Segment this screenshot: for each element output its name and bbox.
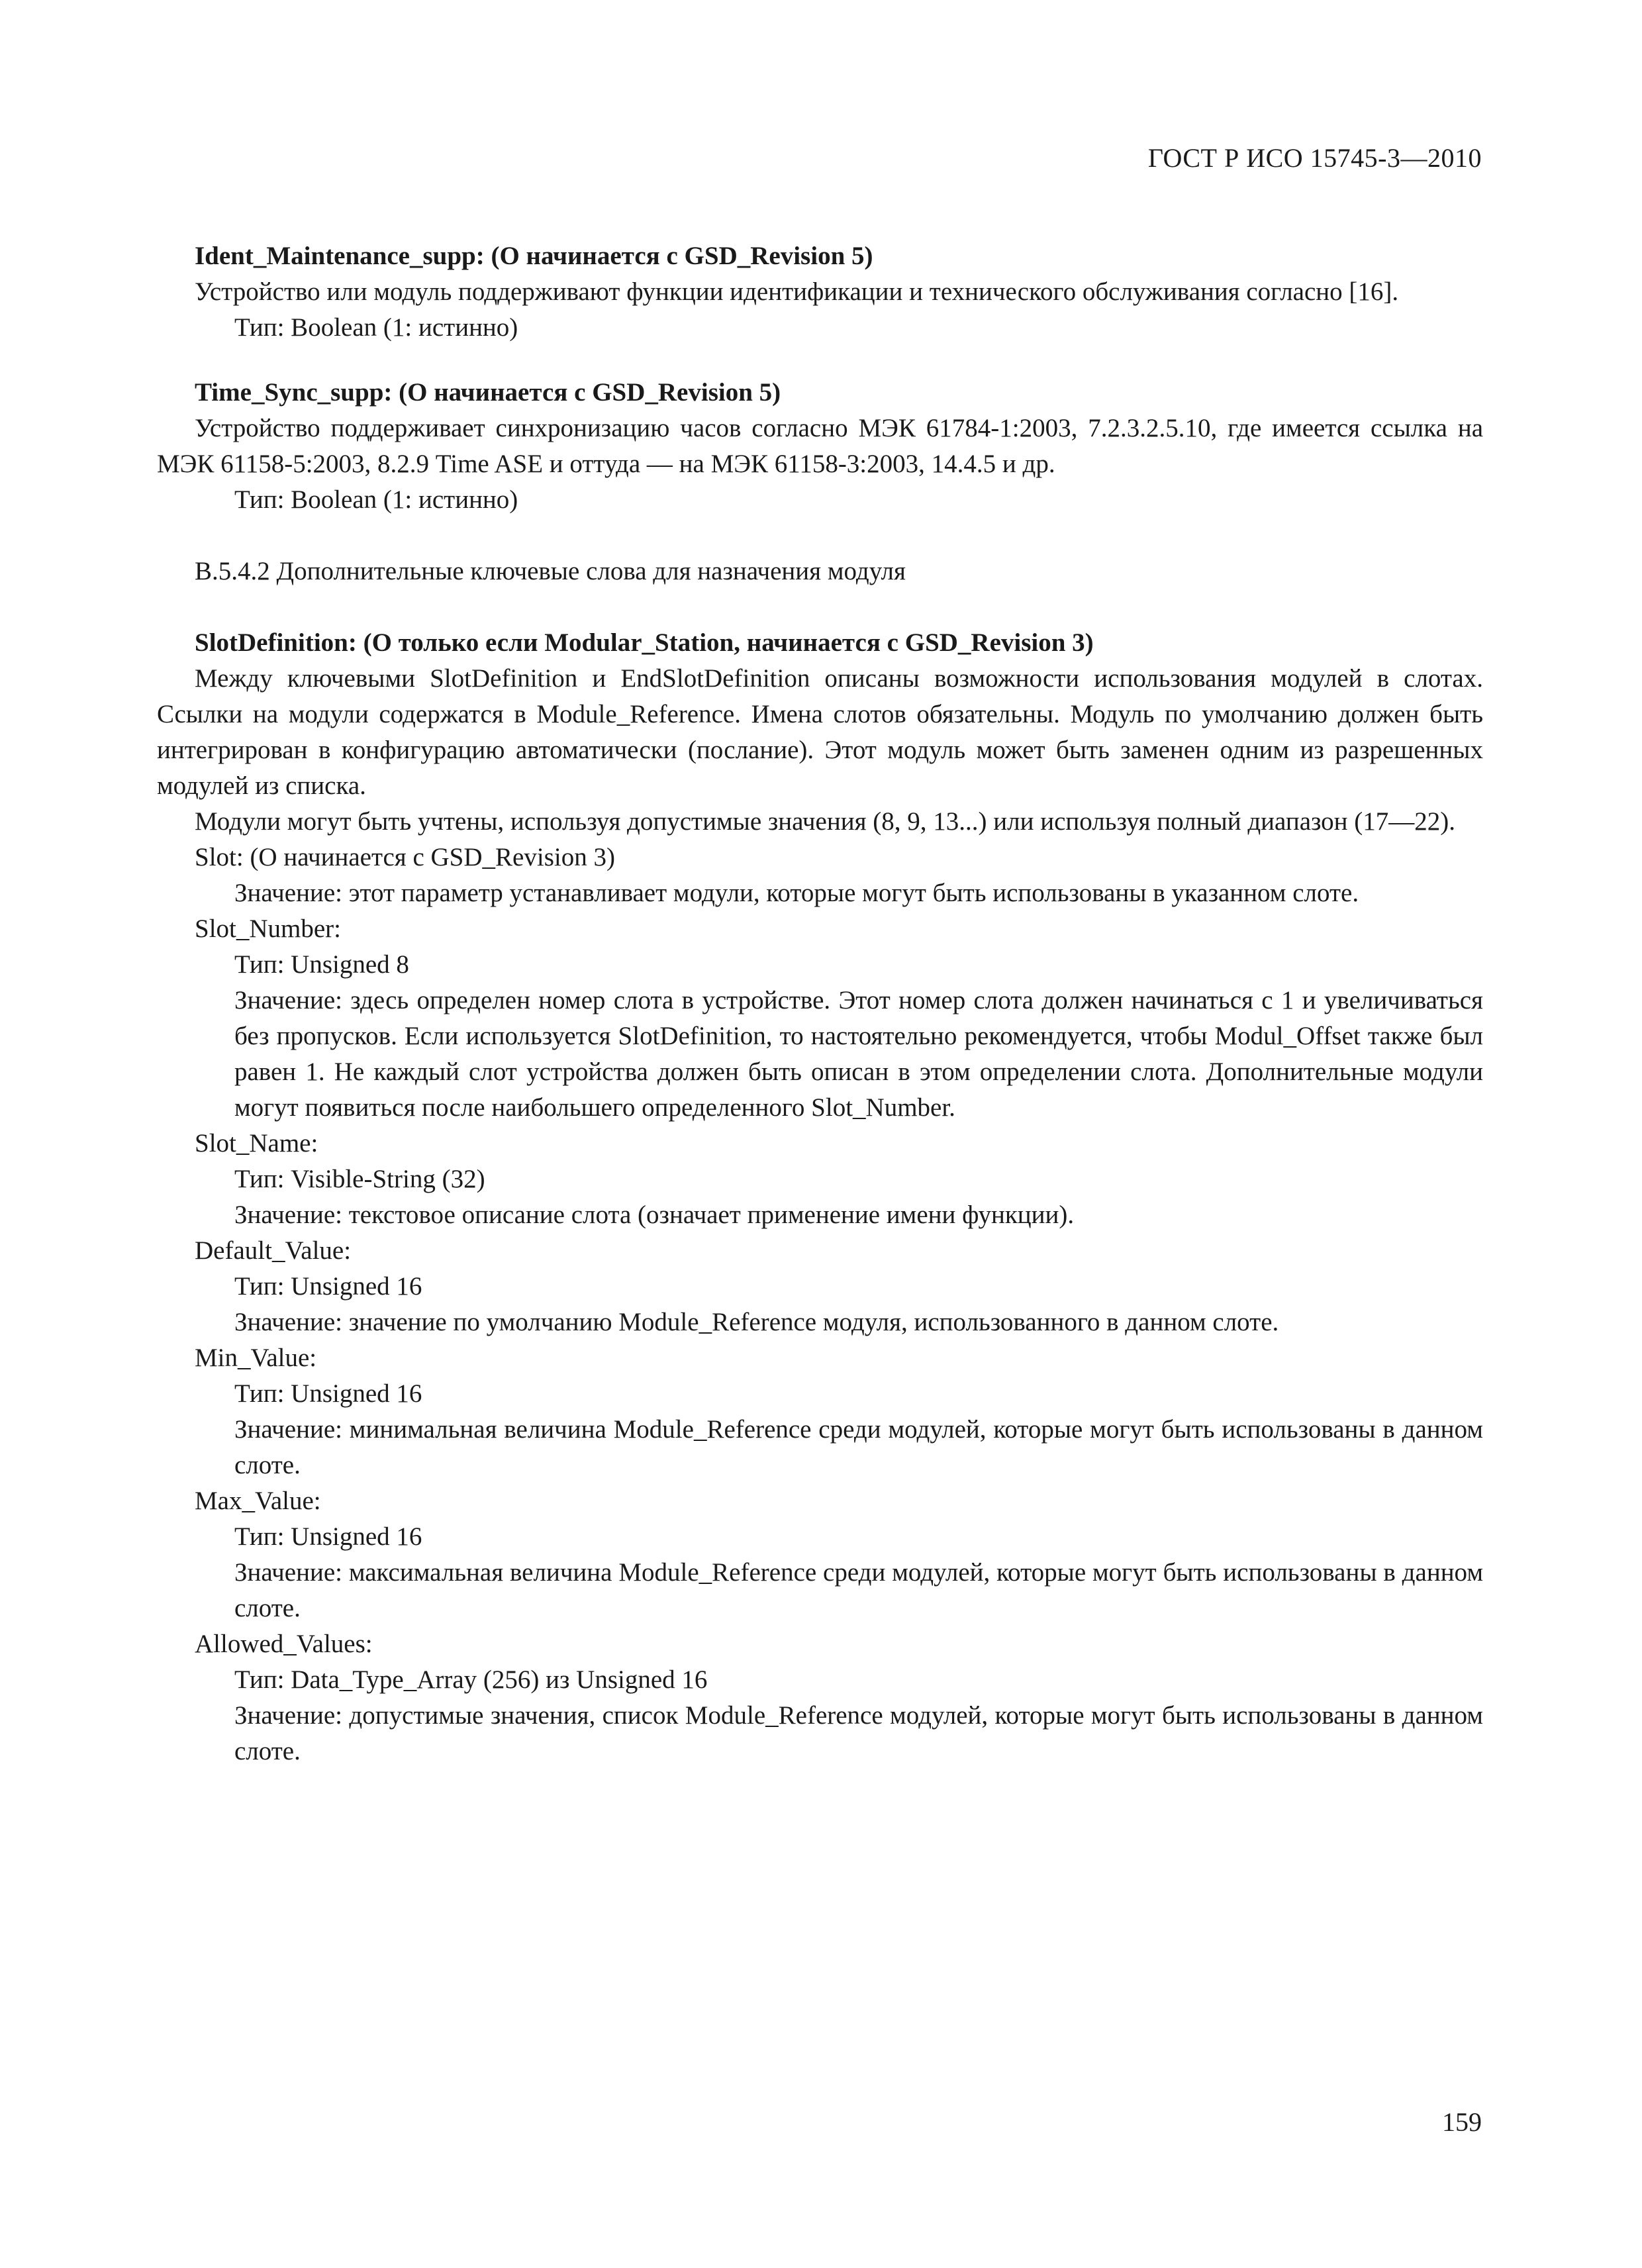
keyword-heading: SlotDefinition: (O только если Modular_Station, начинается с GSD_Revision 3)	[195, 628, 1094, 657]
field-detail: Значение: здесь определен номер слота в устройстве. Этот номер слота должен начинаться с 1 и увеличиваться без пропусков. Если используется SlotDefinition, то настоятельно рекомендуется, чтобы Modul_Offset также был равен 1. Не каждый слот устройства должен быть описан в этом определении слота. Дополнительные модули могут появиться после наибольшего определенного Slot_Number.	[234, 986, 1483, 1122]
field-name: Slot_Number:	[195, 914, 341, 943]
field-detail: Тип: Visible-String (32)	[234, 1165, 485, 1193]
field-detail: Тип: Data_Type_Array (256) из Unsigned 16	[234, 1665, 708, 1694]
field-name: Slot: (O начинается с GSD_Revision 3)	[195, 843, 615, 871]
field-name: Max_Value:	[195, 1487, 321, 1515]
field-detail: Значение: допустимые значения, список Module_Reference модулей, которые могут быть использованы в данном слоте.	[234, 1701, 1483, 1765]
keyword-heading: Time_Sync_supp: (O начинается с GSD_Revision 5)	[195, 378, 781, 407]
standard-header: ГОСТ Р ИСО 15745-3—2010	[1147, 143, 1482, 173]
paragraph: Модули могут быть учтены, используя допустимые значения (8, 9, 13...) или используя полный диапазон (17—22).	[195, 807, 1456, 836]
field-detail: Значение: значение по умолчанию Module_Reference модуля, использованного в данном слоте.	[234, 1308, 1279, 1336]
field-detail: Тип: Unsigned 16	[234, 1522, 422, 1551]
field-detail: Значение: максимальная величина Module_Reference среди модулей, которые могут быть использованы в данном слоте.	[234, 1558, 1483, 1622]
field-name: Min_Value:	[195, 1344, 317, 1372]
page-number: 159	[1442, 2107, 1482, 2137]
type-line: Тип: Boolean (1: истинно)	[234, 313, 518, 342]
slot-field-list	[157, 840, 1483, 1769]
type-line: Тип: Boolean (1: истинно)	[234, 485, 518, 514]
field-detail: Тип: Unsigned 8	[234, 950, 409, 979]
paragraph: Устройство поддерживает синхронизацию часов согласно МЭК 61784-1:2003, 7.2.3.2.5.10, где имеется ссылка на МЭК 61158-5:2003, 8.2.9 Time ASE и оттуда — на МЭК 61158-3:2003, 14.4.5 и др.	[157, 414, 1483, 478]
field-detail: Значение: этот параметр устанавливает модули, которые могут быть использованы в указанном слоте.	[234, 879, 1359, 907]
keyword-heading: Ident_Maintenance_supp: (O начинается с GSD_Revision 5)	[195, 242, 873, 270]
field-detail: Тип: Unsigned 16	[234, 1379, 422, 1408]
field-detail: Значение: минимальная величина Module_Reference среди модулей, которые могут быть использованы в данном слоте.	[234, 1415, 1483, 1479]
field-name: Slot_Name:	[195, 1129, 318, 1158]
field-detail: Тип: Unsigned 16	[234, 1272, 422, 1301]
field-detail: Значение: текстовое описание слота (означает применение имени функции).	[234, 1201, 1075, 1229]
subsection-title: B.5.4.2 Дополнительные ключевые слова для назначения модуля	[195, 557, 906, 585]
page-content	[157, 238, 1483, 1769]
paragraph: Между ключевыми SlotDefinition и EndSlotDefinition описаны возможности использования модулей в слотах. Ссылки на модули содержатся в Module_Reference. Имена слотов обязательны. Модуль по умолчанию должен быть интегрирован в конфигурацию автоматически (послание). Этот модуль может быть заменен одним из разрешенных модулей из списка.	[157, 664, 1483, 800]
paragraph: Устройство или модуль поддерживают функции идентификации и технического обслуживания согласно [16].	[195, 277, 1399, 306]
field-name: Default_Value:	[195, 1236, 352, 1265]
field-name: Allowed_Values:	[195, 1630, 373, 1658]
